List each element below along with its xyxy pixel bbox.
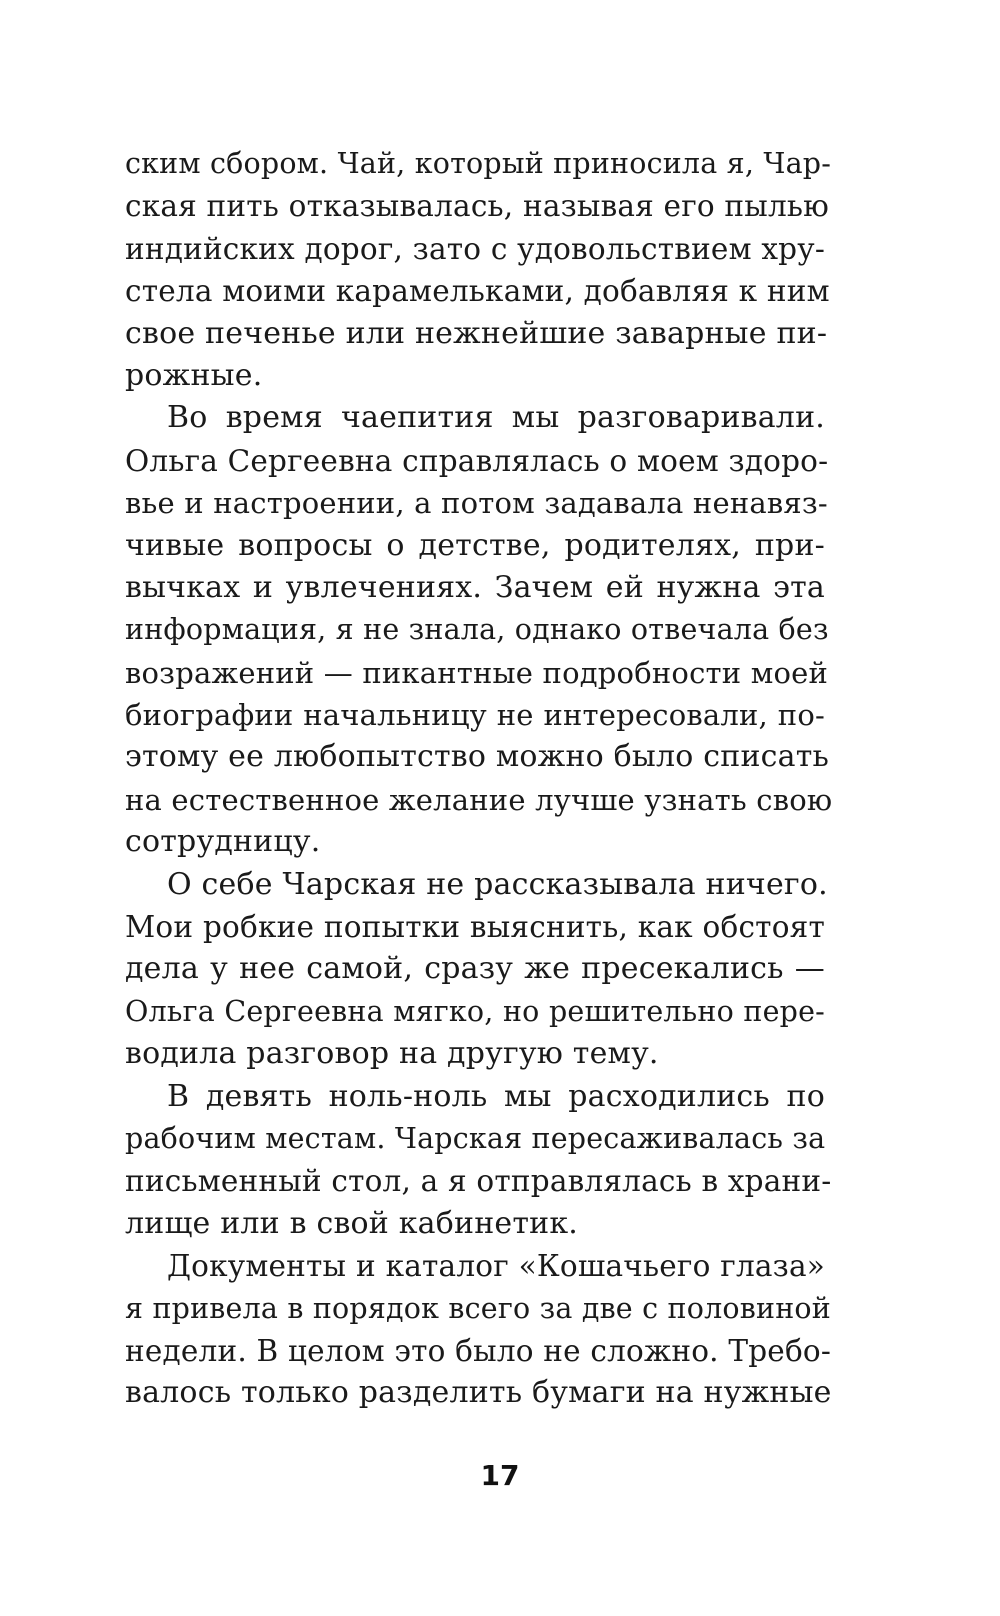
text-line: Мои робкие попытки выяснить, как обстоят [125, 910, 825, 945]
text-line: ская пить отказывалась, называя его пылью [125, 189, 830, 224]
page-number: 17 [480, 1459, 520, 1492]
text-line: Ольга Сергеевна справлялась о моем здоро- [125, 443, 829, 478]
text-line: дела у нее самой, сразу же пресекались — [125, 951, 825, 987]
text-line: Ольга Сергеевна мягко, но решительно пере- [125, 994, 825, 1028]
text-line: водила разговор на другую тему. [125, 1036, 659, 1072]
text-line: индийских дорог, зато с удовольствием хру- [125, 231, 825, 266]
text-line: рабочим местам. Чарская пересаживалась за [125, 1121, 826, 1155]
paragraph-first-line: О себе Чарская не рассказывала ничего. [167, 866, 828, 902]
text-line: информация, я не знала, однако отвечала без [125, 613, 829, 647]
text-line: этому ее любопытство можно было списать [125, 739, 830, 775]
text-line: письменный стол, а я отправлялась в храни- [125, 1164, 832, 1199]
text-line: стела моими карамельками, добавляя к ним [125, 274, 830, 309]
text-line: ским сбором. Чай, который приносила я, Чар- [125, 147, 832, 180]
paragraph-first-line: Документы и каталог «Кошачьего глаза» [167, 1249, 825, 1284]
text-line: недели. В целом это было не сложно. Требо- [125, 1333, 832, 1368]
text-line: на естественное желание лучше узнать свою [125, 782, 833, 817]
text-line: я привела в порядок всего за две с половиной [125, 1291, 831, 1325]
text-line: лище или в свой кабинетик. [125, 1205, 579, 1241]
text-line: валось только разделить бумаги на нужные [125, 1375, 832, 1411]
paragraph-first-line: В девять ноль-ноль мы расходились по [167, 1078, 825, 1114]
text-line: вычках и увлечениях. Зачем ей нужна эта [125, 569, 825, 605]
text-line: биографии начальницу не интересовали, по- [125, 698, 825, 733]
paragraph-first-line: Во время чаепития мы разговаривали. [167, 400, 825, 436]
text-line: вье и настроении, а потом задавала ненавяз- [125, 486, 828, 521]
text-line: возражений — пикантные подробности моей [125, 655, 829, 690]
text-line: свое печенье или нежнейшие заварные пи- [125, 315, 828, 351]
text-line: сотрудницу. [125, 824, 321, 860]
text-line: рожные. [125, 357, 263, 393]
text-line: чивые вопросы о детстве, родителях, при- [125, 527, 825, 563]
body-text [125, 143, 833, 1415]
